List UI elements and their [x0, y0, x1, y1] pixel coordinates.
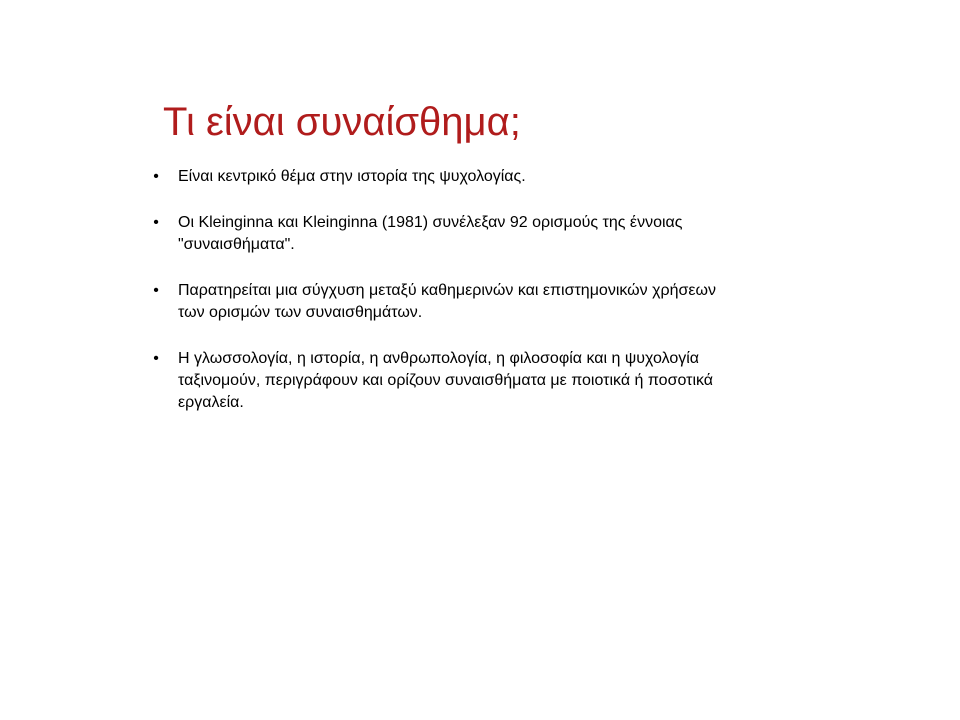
bullet-text: Η γλωσσολογία, η ιστορία, η ανθρωπολογία, η φιλοσοφία και η ψυχολογία — [178, 350, 700, 367]
bullet-text: "συναισθήματα". — [178, 236, 295, 253]
bullet-text: ταξινομούν, περιγράφουν και ορίζουν συναισθήματα με ποιοτικά ή ποσοτικά — [178, 372, 714, 389]
bullet-icon: • — [153, 350, 159, 367]
bullet-item — [148, 212, 808, 256]
bullet-text: Οι Kleinginna και Kleinginna (1981) συνέλεξαν 92 ορισμούς της έννοιας — [178, 214, 683, 231]
bullet-text: εργαλεία. — [178, 394, 244, 411]
bullet-item — [148, 348, 808, 414]
bullet-list — [148, 166, 808, 438]
bullet-icon: • — [153, 214, 159, 231]
bullet-item — [148, 166, 808, 188]
slide-title: Τι είναι συναίσθημα; — [163, 100, 521, 144]
bullet-text: Είναι κεντρικό θέμα στην ιστορία της ψυχολογίας. — [178, 168, 526, 185]
bullet-item — [148, 280, 808, 324]
bullet-icon: • — [153, 282, 159, 299]
bullet-icon: • — [153, 168, 159, 185]
bullet-text: των ορισμών των συναισθημάτων. — [178, 304, 423, 321]
bullet-text: Παρατηρείται μια σύγχυση μεταξύ καθημερινών και επιστημονικών χρήσεων — [178, 282, 717, 299]
